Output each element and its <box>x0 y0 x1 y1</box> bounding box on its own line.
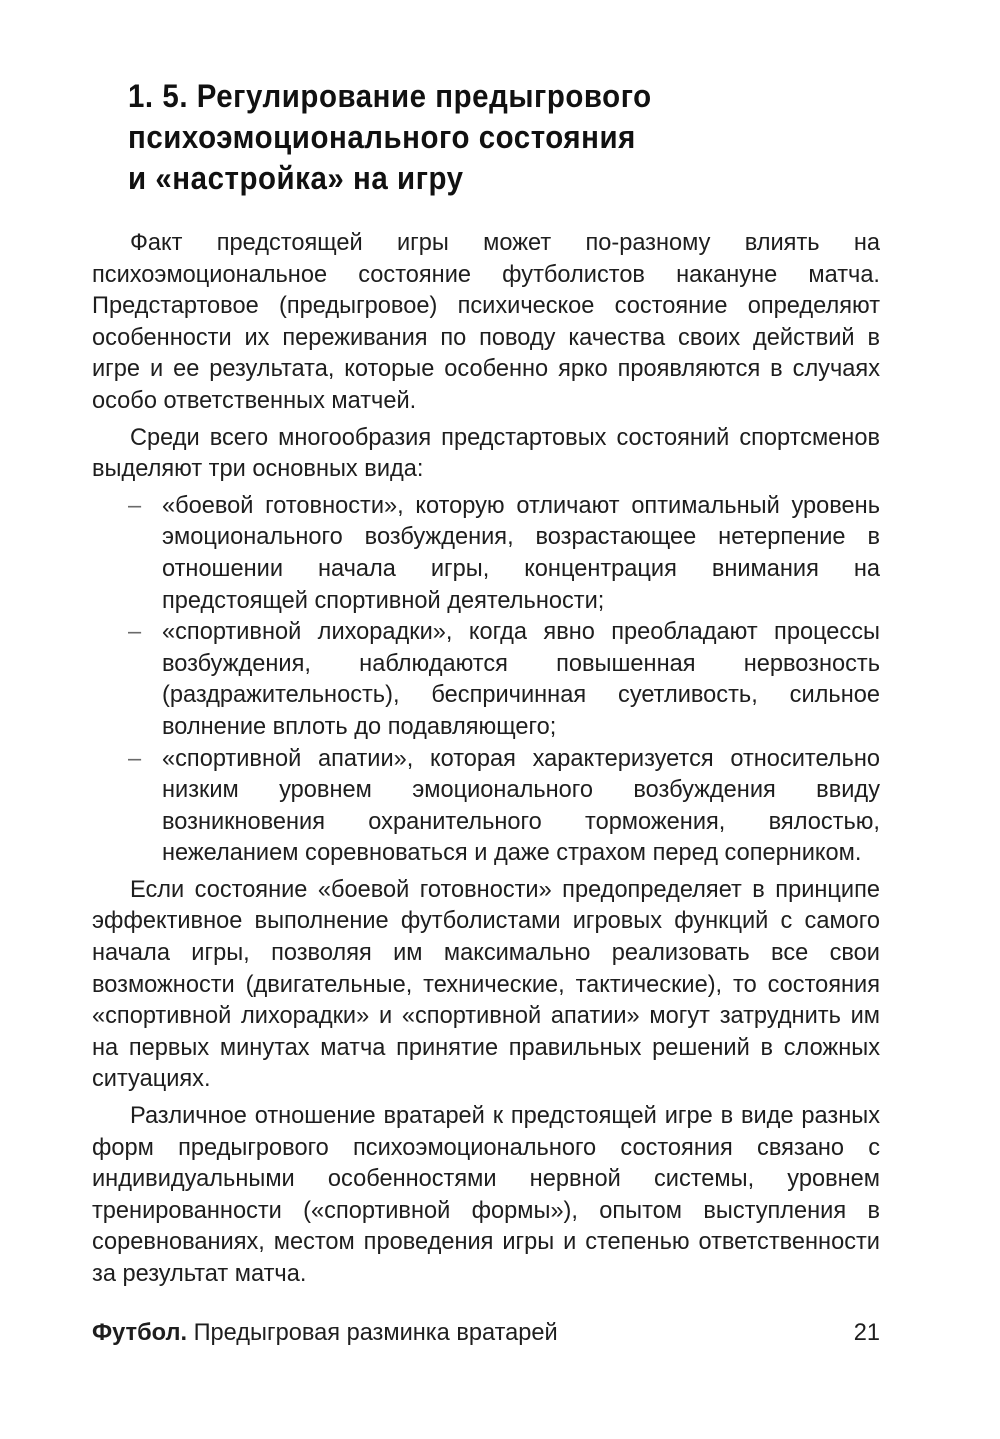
list-item <box>92 617 880 743</box>
footer-subtitle: Предыгровая разминка вратарей <box>187 1320 558 1346</box>
list-item <box>92 744 880 870</box>
paragraph-intro: Факт предстоящей игры может по-разному влиять на психоэмоциональное состояние футболистов накануне матча. Предстартовое (предыгровое) психическое состояние определяют особенности их переживания по поводу качества своих действий в игре и ее результата, которые особенно ярко проявляются в случаях особо ответственных матчей. <box>92 230 880 414</box>
list-item-text: «спортивной апатии», которая характеризуется относительно низким уровнем эмоционального возбуждения ввиду возникновения охранительного торможения, вялостью, нежеланием соревноваться и даже страхом перед соперником. <box>162 745 880 867</box>
section-heading-line-3: и «настройка» на игру <box>128 160 464 196</box>
footer-book-title: Футбол. <box>92 1320 188 1346</box>
list-item <box>92 491 880 617</box>
paragraph-goalkeepers: Различное отношение вратарей к предстоящей игре в виде разных форм предыгрового психоэмоционального состояния связано с индивидуальными особенностями нервной системы, уровнем тренированности («спортивной формы»), опытом выступления в соревнованиях, местом проведения игры и степенью ответственности за результат матча. <box>92 1103 880 1287</box>
list-dash: – <box>128 492 142 519</box>
paragraph-consequences: Если состояние «боевой готовности» предопределяет в принципе эффективное выполнение футболистами игровых функций с самого начала игры, позволяя им максимально реализовать все свои возможности (двигательные, технические, тактические), то состояния «спортивной лихорадки» и «спортивной апатии» могут затруднить им на первых минутах матча принятие правильных решений в сложных ситуациях. <box>92 876 880 1093</box>
page-footer <box>92 1318 880 1348</box>
page-number: 21 <box>853 1320 880 1346</box>
list-dash: – <box>128 619 142 646</box>
section-heading-line-1: 1. 5. Регулирование предыгрового <box>128 78 652 114</box>
body-text <box>92 228 880 1296</box>
paragraph-types: Среди всего многообразия предстартовых состояний спортсменов выделяют три основных вида: <box>92 424 880 483</box>
list-dash: – <box>128 745 142 772</box>
states-list <box>92 491 880 870</box>
list-item-text: «боевой готовности», которую отличают оптимальный уровень эмоционального возбуждения, возрастающее нетерпение в отношении начала игры, концентрация внимания на предстоящей спортивной деятельности; <box>162 492 880 614</box>
section-heading <box>128 76 698 199</box>
list-item-text: «спортивной лихорадки», когда явно преобладают процессы возбуждения, наблюдаются повышенная нервозность (раздражительность), беспричинная суетливость, сильное волнение вплоть до подавляющего; <box>162 619 880 740</box>
section-heading-line-2: психоэмоционального состояния <box>128 119 636 155</box>
